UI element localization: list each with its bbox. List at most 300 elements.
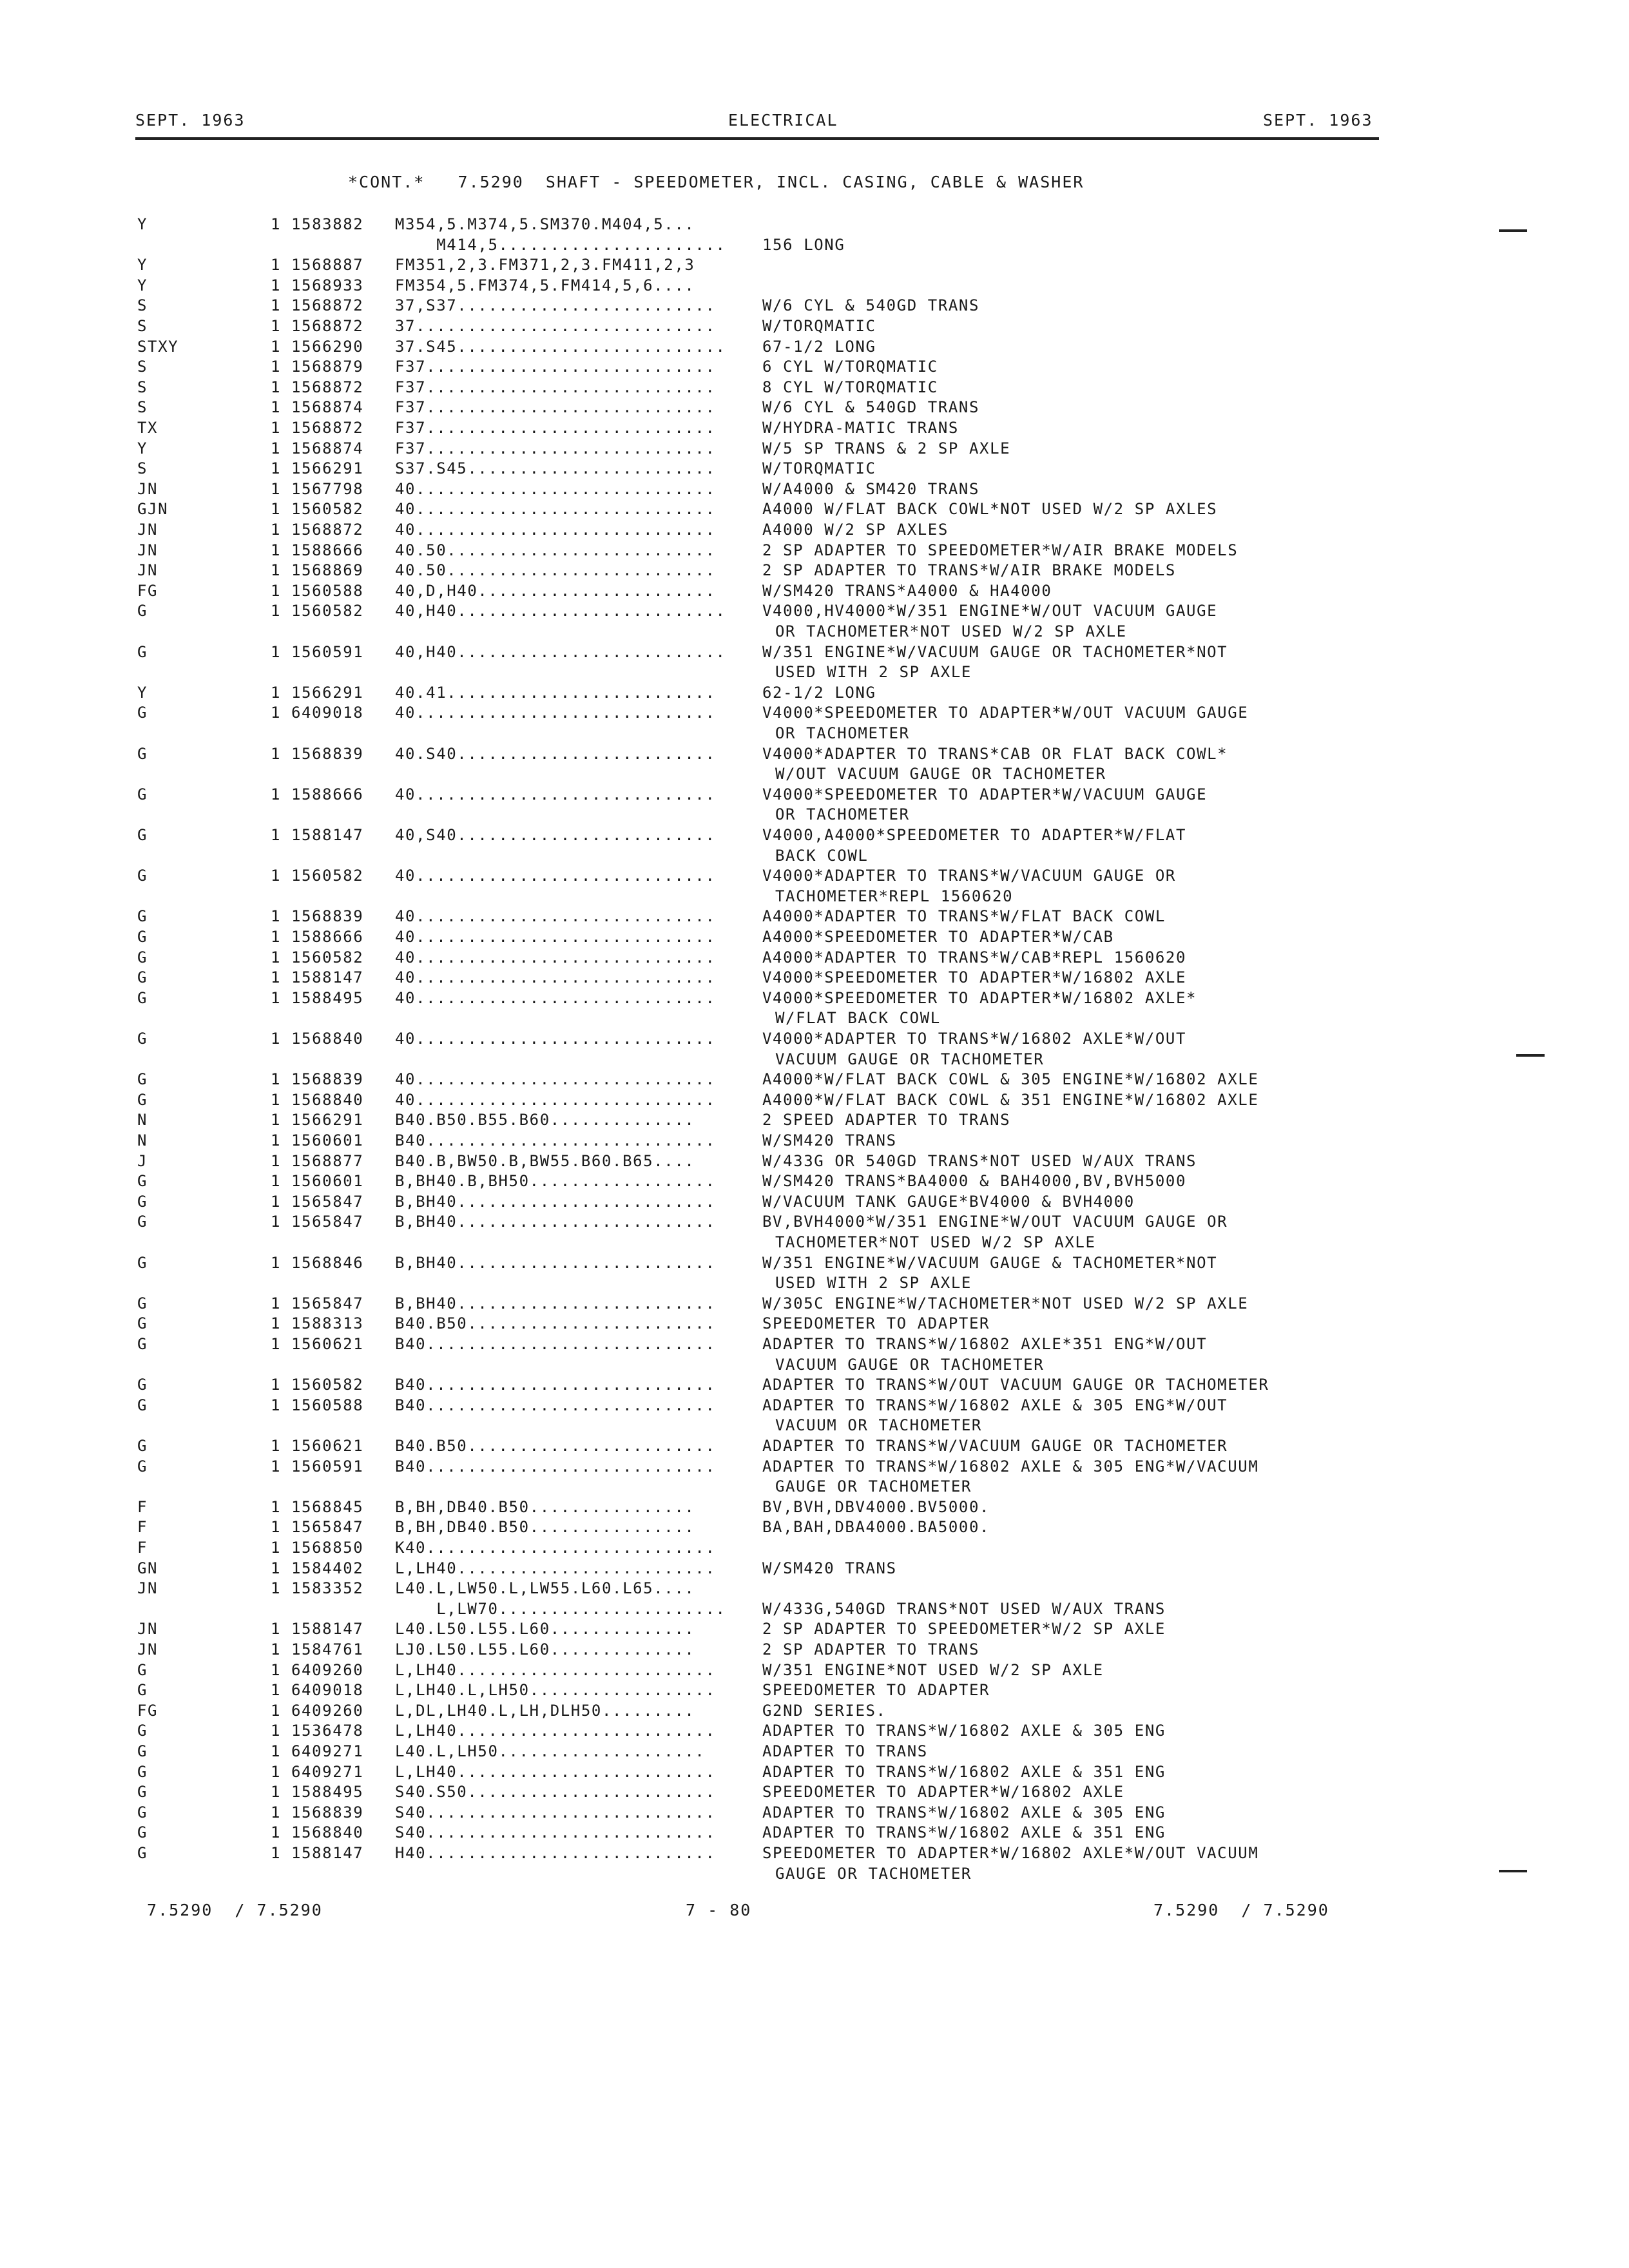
row-description: USED WITH 2 SP AXLE [775,1274,972,1292]
row-part-number: 1584761 [291,1640,364,1658]
row-description: V4000,HV4000*W/351 ENGINE*W/OUT VACUUM GAUGE [762,602,1218,620]
row-description: A4000 W/FLAT BACK COWL*NOT USED W/2 SP AXLES [762,500,1218,518]
row-code: G [137,826,148,844]
row-models: 40............................. [395,480,716,498]
row-part-number: 1588666 [291,928,364,946]
row-models: B,BH40......................... [395,1193,716,1211]
row-code: G [137,1844,148,1862]
row-description: GAUGE OR TACHOMETER [775,1865,972,1883]
row-models: L,DL,LH40.L,LH,DLH50......... [395,1702,695,1720]
row-models: 40,D,H40....................... [395,582,716,600]
row-models: 40............................. [395,968,716,986]
row-part-number: 1568839 [291,1070,364,1088]
row-quantity: 1 [271,480,282,498]
row-code: G [137,1213,148,1231]
row-description: W/TORQMATIC [762,459,876,477]
row-models: 40............................. [395,1030,716,1048]
row-quantity: 1 [271,1518,282,1536]
row-models: 40............................. [395,928,716,946]
header-date-left: SEPT. 1963 [135,111,246,130]
row-models: B40............................ [395,1457,716,1475]
row-quantity: 1 [271,1620,282,1638]
row-quantity: 1 [271,948,282,966]
row-quantity: 1 [271,1457,282,1475]
row-quantity: 1 [271,826,282,844]
row-code: G [137,907,148,925]
row-description: ADAPTER TO TRANS*W/VACUUM GAUGE OR TACHOMETER [762,1437,1228,1455]
row-part-number: 1588147 [291,1844,364,1862]
row-models: 40............................. [395,989,716,1007]
row-models: L,LH40......................... [395,1722,716,1740]
row-quantity: 1 [271,378,282,396]
row-code: G [137,928,148,946]
row-description: 156 LONG [762,236,845,254]
row-models: 40............................. [395,521,716,539]
row-models: B40............................ [395,1131,716,1149]
row-models: 40.50.......................... [395,541,716,559]
row-description: TACHOMETER*REPL 1560620 [775,887,1014,905]
row-models: B,BH,DB40.B50................ [395,1498,695,1516]
row-quantity: 1 [271,1844,282,1862]
row-description: SPEEDOMETER TO ADAPTER [762,1314,990,1332]
row-code: G [137,1803,148,1821]
row-models: 40............................. [395,867,716,885]
row-code: S [137,317,148,335]
row-quantity: 1 [271,582,282,600]
row-part-number: 6409260 [291,1702,364,1720]
row-description: W/VACUUM TANK GAUGE*BV4000 & BVH4000 [762,1193,1135,1211]
row-models: K40............................ [395,1539,716,1557]
row-description: V4000*SPEEDOMETER TO ADAPTER*W/OUT VACUUM GAUGE [762,704,1249,722]
row-part-number: 1568840 [291,1030,364,1048]
row-code: G [137,1681,148,1699]
row-models: 40,H40.......................... [395,643,726,661]
row-description: V4000*ADAPTER TO TRANS*W/16802 AXLE*W/OUT [762,1030,1187,1048]
row-models: B40.B,BW50.B,BW55.B60.B65.... [395,1152,695,1170]
row-part-number: 1566290 [291,338,364,356]
row-part-number: 1588666 [291,785,364,803]
row-description: ADAPTER TO TRANS*W/16802 AXLE & 305 ENG*W/VACUUM [762,1457,1259,1475]
row-code: F [137,1498,148,1516]
row-code: S [137,398,148,416]
row-part-number: 1568839 [291,1803,364,1821]
row-quantity: 1 [271,1213,282,1231]
row-description: W/6 CYL & 540GD TRANS [762,296,980,314]
row-quantity: 1 [271,1091,282,1109]
row-description: BV,BVH4000*W/351 ENGINE*W/OUT VACUUM GAUGE OR [762,1213,1228,1231]
row-part-number: 1566291 [291,459,364,477]
row-code: G [137,1091,148,1109]
row-part-number: 1568869 [291,561,364,579]
row-description: A4000*ADAPTER TO TRANS*W/CAB*REPL 1560620 [762,948,1187,966]
row-code: JN [137,1640,159,1658]
row-quantity: 1 [271,785,282,803]
row-part-number: 1583352 [291,1579,364,1597]
row-description: W/5 SP TRANS & 2 SP AXLE [762,439,1011,457]
row-quantity: 1 [271,1254,282,1272]
row-models: FM354,5.FM374,5.FM414,5,6.... [395,276,695,294]
row-quantity: 1 [271,1681,282,1699]
row-code: G [137,602,148,620]
row-part-number: 6409018 [291,704,364,722]
row-code: G [137,1722,148,1740]
row-models: 37.S45.......................... [395,338,726,356]
row-models: FM351,2,3.FM371,2,3.FM411,2,3 [395,256,695,274]
row-part-number: 1568839 [291,907,364,925]
row-code: G [137,1823,148,1841]
row-code: Y [137,215,148,233]
row-code: Y [137,439,148,457]
row-models: 37,S37......................... [395,296,716,314]
row-models: L,LW70...................... [395,1600,726,1618]
row-description: ADAPTER TO TRANS*W/16802 AXLE & 305 ENG [762,1722,1166,1740]
row-quantity: 1 [271,317,282,335]
row-description: VACUUM GAUGE OR TACHOMETER [775,1356,1045,1374]
row-quantity: 1 [271,1539,282,1557]
row-models: 40............................. [395,907,716,925]
row-code: JN [137,1620,159,1638]
row-part-number: 1588147 [291,826,364,844]
row-quantity: 1 [271,1640,282,1658]
row-quantity: 1 [271,1314,282,1332]
row-models: S40.S50........................ [395,1783,716,1801]
row-code: TX [137,419,159,437]
row-description: 2 SP ADAPTER TO SPEEDOMETER*W/2 SP AXLE [762,1620,1166,1638]
row-part-number: 1568872 [291,378,364,396]
margin-mark [1499,229,1527,232]
row-code: G [137,1314,148,1332]
row-part-number: 1566291 [291,684,364,702]
row-code: FG [137,582,159,600]
row-quantity: 1 [271,256,282,274]
row-part-number: 1560621 [291,1335,364,1353]
row-description: V4000*SPEEDOMETER TO ADAPTER*W/16802 AXLE* [762,989,1197,1007]
row-part-number: 1560582 [291,1376,364,1394]
row-part-number: 1560588 [291,582,364,600]
row-part-number: 1568850 [291,1539,364,1557]
row-part-number: 1560591 [291,643,364,661]
row-code: N [137,1131,148,1149]
row-models: F37............................ [395,398,716,416]
row-part-number: 6409260 [291,1661,364,1679]
row-models: S40............................ [395,1803,716,1821]
row-code: Y [137,256,148,274]
row-part-number: 1565847 [291,1294,364,1312]
row-quantity: 1 [271,867,282,885]
row-quantity: 1 [271,459,282,477]
row-code: G [137,745,148,763]
row-part-number: 1565847 [291,1518,364,1536]
row-description: V4000*ADAPTER TO TRANS*CAB OR FLAT BACK COWL* [762,745,1228,763]
row-part-number: 1568840 [291,1823,364,1841]
row-code: G [137,1070,148,1088]
row-models: 40,H40.......................... [395,602,726,620]
row-code: G [137,1376,148,1394]
row-code: G [137,1783,148,1801]
row-quantity: 1 [271,276,282,294]
row-quantity: 1 [271,439,282,457]
row-code: JN [137,1579,159,1597]
row-code: G [137,1030,148,1048]
row-description: ADAPTER TO TRANS*W/16802 AXLE & 305 ENG*W/OUT [762,1396,1228,1414]
row-models: F37............................ [395,378,716,396]
row-part-number: 1568877 [291,1152,364,1170]
row-code: G [137,704,148,722]
row-quantity: 1 [271,684,282,702]
row-quantity: 1 [271,1437,282,1455]
row-quantity: 1 [271,398,282,416]
row-description: SPEEDOMETER TO ADAPTER*W/16802 AXLE*W/OUT VACUUM [762,1844,1259,1862]
row-code: N [137,1111,148,1129]
row-quantity: 1 [271,1702,282,1720]
row-code: G [137,1457,148,1475]
row-quantity: 1 [271,1803,282,1821]
row-code: Y [137,276,148,294]
row-models: F37............................ [395,358,716,376]
row-part-number: 1560582 [291,867,364,885]
row-description: W/HYDRA-MATIC TRANS [762,419,959,437]
row-code: JN [137,561,159,579]
row-models: B,BH40......................... [395,1294,716,1312]
row-quantity: 1 [271,521,282,539]
row-description: BV,BVH,DBV4000.BV5000. [762,1498,990,1516]
footer-page-number: 7 - 80 [686,1901,752,1919]
row-models: H40............................ [395,1844,716,1862]
row-models: B40.B50........................ [395,1314,716,1332]
row-description: 6 CYL W/TORQMATIC [762,358,938,376]
row-models: B,BH40.B,BH50.................. [395,1172,716,1190]
row-code: G [137,1172,148,1190]
row-description: W/351 ENGINE*W/VACUUM GAUGE & TACHOMETER*NOT [762,1254,1218,1272]
row-models: 40.41.......................... [395,684,716,702]
row-description: ADAPTER TO TRANS*W/16802 AXLE*351 ENG*W/OUT [762,1335,1208,1353]
row-code: G [137,1193,148,1211]
row-quantity: 1 [271,704,282,722]
row-code: F [137,1539,148,1557]
row-part-number: 1560591 [291,1457,364,1475]
row-quantity: 1 [271,296,282,314]
row-quantity: 1 [271,1070,282,1088]
row-models: L,LH40......................... [395,1661,716,1679]
row-code: STXY [137,338,179,356]
row-models: 40............................. [395,704,716,722]
row-models: L40.L,LW50.L,LW55.L60.L65.... [395,1579,695,1597]
row-code: G [137,1437,148,1455]
row-description: ADAPTER TO TRANS*W/16802 AXLE & 351 ENG [762,1763,1166,1781]
row-description: 8 CYL W/TORQMATIC [762,378,938,396]
row-part-number: 1566291 [291,1111,364,1129]
row-models: B,BH40......................... [395,1254,716,1272]
row-quantity: 1 [271,1335,282,1353]
row-description: ADAPTER TO TRANS [762,1742,928,1760]
row-code: G [137,1396,148,1414]
row-description: TACHOMETER*NOT USED W/2 SP AXLE [775,1233,1096,1251]
row-models: M414,5...................... [395,236,726,254]
row-part-number: 1560582 [291,500,364,518]
row-part-number: 1568872 [291,521,364,539]
margin-mark [1499,1870,1527,1872]
row-quantity: 1 [271,358,282,376]
row-code: G [137,643,148,661]
row-part-number: 1560601 [291,1172,364,1190]
row-part-number: 6409271 [291,1763,364,1781]
row-models: F37............................ [395,439,716,457]
header-date-right: SEPT. 1963 [1263,111,1373,130]
row-code: F [137,1518,148,1536]
row-models: L40.L,LH50.................... [395,1742,706,1760]
row-description: 67-1/2 LONG [762,338,876,356]
row-code: S [137,459,148,477]
row-code: GJN [137,500,169,518]
row-models: L40.L50.L55.L60.............. [395,1620,695,1638]
row-description: A4000*W/FLAT BACK COWL & 351 ENGINE*W/16802 AXLE [762,1091,1259,1109]
row-quantity: 1 [271,1763,282,1781]
row-code: G [137,1254,148,1272]
row-code: Y [137,684,148,702]
row-models: S37.S45........................ [395,459,716,477]
row-code: S [137,378,148,396]
row-quantity: 1 [271,1823,282,1841]
row-quantity: 1 [271,1559,282,1577]
row-description: A4000 W/2 SP AXLES [762,521,949,539]
row-models: M354,5.M374,5.SM370.M404,5... [395,215,695,233]
row-code: G [137,1335,148,1353]
row-code: S [137,358,148,376]
row-quantity: 1 [271,602,282,620]
row-models: L,LH40......................... [395,1559,716,1577]
row-part-number: 1588666 [291,541,364,559]
row-description: A4000*SPEEDOMETER TO ADAPTER*W/CAB [762,928,1114,946]
row-quantity: 1 [271,561,282,579]
row-quantity: 1 [271,1376,282,1394]
row-description: G2ND SERIES. [762,1702,887,1720]
row-part-number: 1565847 [291,1193,364,1211]
row-description: W/SM420 TRANS [762,1559,897,1577]
row-models: 40............................. [395,948,716,966]
row-code: G [137,989,148,1007]
row-description: GAUGE OR TACHOMETER [775,1477,972,1495]
row-description: VACUUM GAUGE OR TACHOMETER [775,1050,1045,1068]
row-part-number: 1568874 [291,398,364,416]
row-quantity: 1 [271,1172,282,1190]
row-description: W/A4000 & SM420 TRANS [762,480,980,498]
row-description: 62-1/2 LONG [762,684,876,702]
row-part-number: 1568839 [291,745,364,763]
row-part-number: 1560588 [291,1396,364,1414]
row-description: 2 SPEED ADAPTER TO TRANS [762,1111,1011,1129]
row-part-number: 1560582 [291,948,364,966]
row-part-number: 1568846 [291,1254,364,1272]
row-quantity: 1 [271,907,282,925]
row-code: G [137,948,148,966]
row-part-number: 1588313 [291,1314,364,1332]
row-quantity: 1 [271,1783,282,1801]
row-part-number: 1568879 [291,358,364,376]
row-description: W/6 CYL & 540GD TRANS [762,398,980,416]
row-models: B40.B50........................ [395,1437,716,1455]
row-quantity: 1 [271,215,282,233]
row-quantity: 1 [271,541,282,559]
row-description: W/305C ENGINE*W/TACHOMETER*NOT USED W/2 SP AXLE [762,1294,1249,1312]
margin-mark [1516,1054,1545,1057]
row-part-number: 6409018 [291,1681,364,1699]
row-description: 2 SP ADAPTER TO TRANS*W/AIR BRAKE MODELS [762,561,1176,579]
row-part-number: 1568933 [291,276,364,294]
row-description: V4000*SPEEDOMETER TO ADAPTER*W/VACUUM GAUGE [762,785,1208,803]
row-part-number: 1584402 [291,1559,364,1577]
row-part-number: 1560621 [291,1437,364,1455]
row-description: VACUUM OR TACHOMETER [775,1416,982,1434]
row-models: B,BH,DB40.B50................ [395,1518,695,1536]
row-description: BACK COWL [775,847,869,865]
row-part-number: 1567798 [291,480,364,498]
row-quantity: 1 [271,968,282,986]
row-quantity: 1 [271,745,282,763]
section-title: *CONT.* 7.5290 SHAFT - SPEEDOMETER, INCL. CASING, CABLE & WASHER [348,173,1084,191]
row-quantity: 1 [271,338,282,356]
row-description: W/TORQMATIC [762,317,876,335]
row-description: W/SM420 TRANS*BA4000 & BAH4000,BV,BVH5000 [762,1172,1187,1190]
row-code: JN [137,541,159,559]
row-models: 40.S40......................... [395,745,716,763]
row-part-number: 1560601 [291,1131,364,1149]
row-models: B,BH40......................... [395,1213,716,1231]
row-description: W/433G OR 540GD TRANS*NOT USED W/AUX TRANS [762,1152,1197,1170]
row-part-number: 1588495 [291,1783,364,1801]
row-models: 40,S40......................... [395,826,716,844]
row-code: JN [137,521,159,539]
row-description: OR TACHOMETER*NOT USED W/2 SP AXLE [775,622,1127,640]
row-part-number: 1568874 [291,439,364,457]
row-models: 40.50.......................... [395,561,716,579]
row-code: G [137,968,148,986]
row-part-number: 1588147 [291,1620,364,1638]
row-description: W/351 ENGINE*NOT USED W/2 SP AXLE [762,1661,1104,1679]
row-quantity: 1 [271,1152,282,1170]
row-quantity: 1 [271,419,282,437]
row-quantity: 1 [271,989,282,1007]
row-models: B40.B50.B55.B60.............. [395,1111,695,1129]
row-code: G [137,867,148,885]
row-models: B40............................ [395,1335,716,1353]
row-description: A4000*ADAPTER TO TRANS*W/FLAT BACK COWL [762,907,1166,925]
row-quantity: 1 [271,1579,282,1597]
row-models: B40............................ [395,1376,716,1394]
header-rule [135,137,1379,140]
row-quantity: 1 [271,1294,282,1312]
row-description: V4000*ADAPTER TO TRANS*W/VACUUM GAUGE OR [762,867,1176,885]
row-models: B40............................ [395,1396,716,1414]
row-description: SPEEDOMETER TO ADAPTER [762,1681,990,1699]
row-models: 40............................. [395,785,716,803]
row-code: G [137,1661,148,1679]
row-description: A4000*W/FLAT BACK COWL & 305 ENGINE*W/16802 AXLE [762,1070,1259,1088]
row-description: W/351 ENGINE*W/VACUUM GAUGE OR TACHOMETER*NOT [762,643,1228,661]
row-code: FG [137,1702,159,1720]
row-models: 37............................. [395,317,716,335]
row-part-number: 1568872 [291,419,364,437]
footer-left: 7.5290 / 7.5290 [147,1901,323,1919]
row-description: W/433G,540GD TRANS*NOT USED W/AUX TRANS [762,1600,1166,1618]
row-quantity: 1 [271,1661,282,1679]
row-quantity: 1 [271,1722,282,1740]
row-quantity: 1 [271,1396,282,1414]
row-quantity: 1 [271,1742,282,1760]
row-models: S40............................ [395,1823,716,1841]
row-code: GN [137,1559,159,1577]
row-part-number: 1560582 [291,602,364,620]
row-code: G [137,1763,148,1781]
